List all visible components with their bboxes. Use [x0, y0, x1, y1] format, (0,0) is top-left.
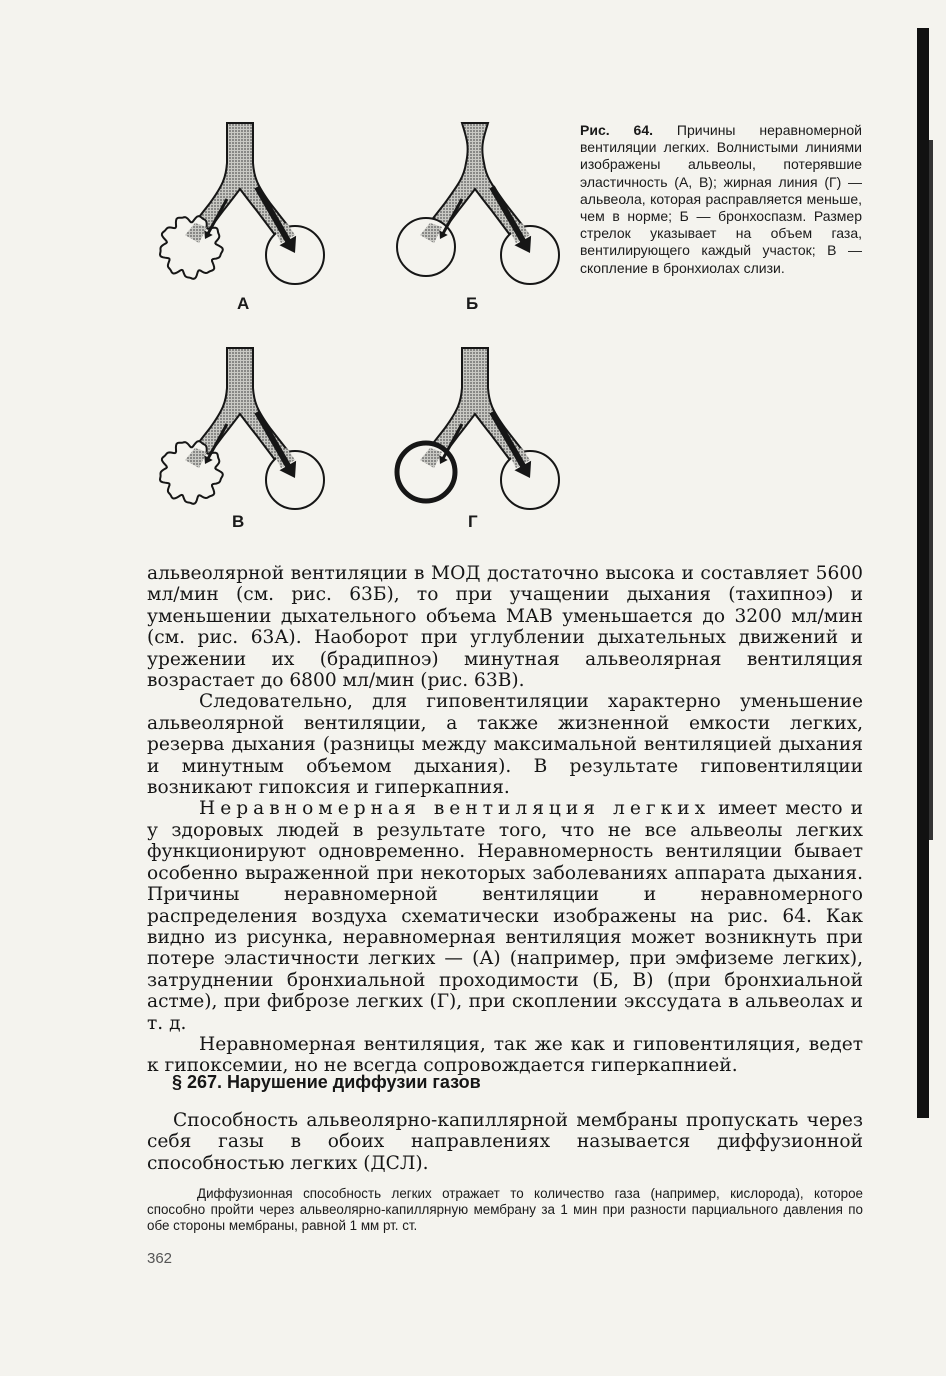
bronchial-tree-svg [380, 115, 570, 315]
section-heading: § 267. Нарушение диффузии газов [172, 1072, 481, 1092]
paragraph-hypoxemia: Неравномерная вентиляция, так же как и гиповентиляция, ведет к гипоксемии, но не всегда сопровождается гиперкапнией. [147, 1033, 863, 1077]
diagram-panel-b [380, 115, 570, 315]
panel-letter-b: Б [466, 294, 479, 313]
paragraph-uneven-ventilation [147, 798, 863, 1033]
figure-caption-label: Рис. 64. [580, 122, 653, 138]
body-text [147, 563, 863, 1077]
bronchial-tree-svg [145, 340, 335, 540]
lead-paragraph: Способность альвеолярно-капиллярной мембраны пропускать через себя газы в обоих направлениях называется диффузионной способностью легких (ДСЛ). [147, 1110, 863, 1174]
diagram-panel-v [145, 340, 335, 540]
paragraph-continuation: альвеолярной вентиляции в МОД достаточно высока и составляет 5600 мл/мин (см. рис. 63Б), то при учащении дыхания (тахипноэ) и уменьшении дыхательного объема МАВ уменьшается до 3200 мл/мин (см. рис. 63А). Наоборот при углублении дыхательных движений и урежении их (брадипноэ) минутная альвеолярная вентиляция возрастает до 6800 мл/мин (рис. 63В). [147, 563, 863, 692]
panel-letter-g: Г [468, 512, 478, 531]
diagram-panel-g [380, 340, 570, 540]
figure-caption [580, 122, 862, 277]
alveolus-right [501, 226, 559, 284]
bronchial-tree-svg [145, 115, 335, 315]
paragraph-hypoventilation: Следовательно, для гиповентиляции характерно уменьшение альвеолярной вентиляции, а также жизненной емкости легких, резерва дыхания (разницы между максимальной вентиляцией дыхания и минутным объемом дыхания). В результате гиповентиляции возникают гипоксия и гиперкапния. [147, 691, 863, 799]
alveolus-right [501, 451, 559, 509]
small-print-paragraph: Диффузионная способность легких отражает то количество газа (например, кислорода), которое способно пройти через альвеолярно-капиллярную мембрану за 1 мин при разности парциального давления по обе стороны мембраны, равной 1 мм рт. ст. [147, 1186, 863, 1234]
diagram-panel-a [145, 115, 335, 315]
bronchial-tree-svg [380, 340, 570, 540]
paragraph-uneven-ventilation-rest: имеет место и у здоровых людей в результате того, что не все альвеолы легких функционируют одновременно. Неравномерность вентиляции бывает особенно выраженной при некоторых заболеваниях аппарата дыхания. Причины неравномерной вентиляции и неравномерного распределения воздуха схематически изображены на рис. 64. Как видно из рисунка, неравномерная вентиляция может возникнуть при потере эластичности легких — (А) (например, при эмфиземе легких), затруднении бронхиальной проходимости (Б, В) (при бронхиальной астме), при фиброзе легких (Г), при скоплении экссудата в альвеолах и т. д. [147, 798, 863, 1034]
figure-caption-text: Причины неравномерной вентиляции легких. Волнистыми линиями изображены альвеолы, потерявшие эластичность (А, В); жирная линия (Г) — альвеола, которая расправляется меньше, чем в норме; Б — бронхоспазм. Размер стрелок указывает на объем газа, вентилирующего каждый участок; В — скопление в бронхиолах слизи. [580, 122, 862, 276]
panel-letter-a: А [237, 294, 250, 313]
alveolus-right [266, 451, 324, 509]
page-number: 362 [147, 1250, 173, 1267]
scan-edge-shadow [917, 28, 929, 1118]
spaced-term: Неравномерная вентиляция легких [199, 798, 711, 820]
scan-edge-shadow-secondary [929, 140, 933, 840]
alveolus-right [266, 226, 324, 284]
panel-letter-v: В [232, 512, 245, 531]
